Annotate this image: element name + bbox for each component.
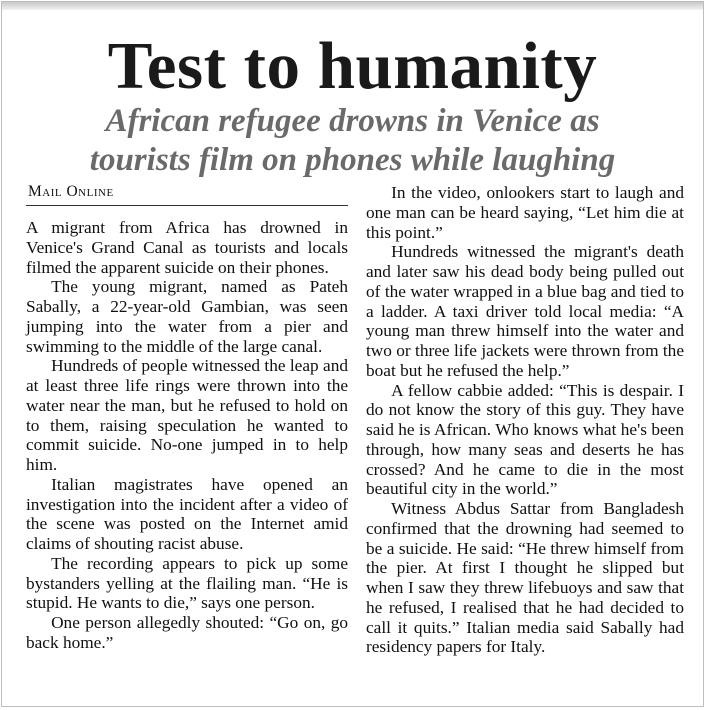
byline-rule: [26, 205, 348, 206]
paragraph: Hundreds of people witnessed the leap and at least three life rings were thrown into the water near the man, but he refused to hold on to them, raising speculation he wanted to commit suicide. No-one jumped in to help him.: [26, 356, 348, 474]
article-column-right: [366, 183, 684, 657]
byline: Mail Online: [28, 183, 114, 200]
paragraph: Hundreds witnessed the migrant's death and later saw his dead body being pulled out of the water wrapped in a blue bag and tied to a ladder. A taxi driver told local media: “A young man threw himself into the water and two or three life jackets were thrown from the boat but he refused the help.”: [366, 242, 684, 380]
subheadline-line-1: African refugee drowns in Venice as: [105, 103, 600, 139]
paragraph: Italian magistrates have opened an investigation into the incident after a video of the scene was posted on the Internet amid claims of shouting racist abuse.: [26, 474, 348, 553]
paragraph: The recording appears to pick up some bystanders yelling at the flailing man. “He is stupid. He wants to die,” says one person.: [26, 553, 348, 613]
top-rule: [2, 2, 703, 10]
headline: Test to humanity: [107, 29, 598, 103]
paragraph: In the video, onlookers start to laugh and one man can be heard saying, “Let him die at this point.”: [366, 183, 684, 242]
paragraph: The young migrant, named as Pateh Sabally, a 22-year-old Gambian, was seen jumping into the water from a pier and swimming to the middle of the large canal.: [26, 277, 348, 356]
article-column-left: [26, 218, 348, 653]
subheadline: [2, 102, 703, 180]
paragraph: Witness Abdus Sattar from Bangladesh confirmed that the drowning had seemed to be a suicide. He said: “He threw himself from the pier. At first I thought he slipped but when I saw they threw lifebuoys and saw that he refused, I realised that he had decided to call it quits.” Italian media said Sabally had residency papers for Italy.: [366, 499, 684, 657]
paragraph: A fellow cabbie added: “This is despair. I do not know the story of this guy. They have said he is African. Who knows what he's been through, how many seas and deserts he has crossed? And he came to die in the most beautiful city in the world.”: [366, 380, 684, 499]
subheadline-line-2: tourists film on phones while laughing: [89, 142, 616, 178]
paragraph: One person allegedly shouted: “Go on, go back home.”: [26, 613, 348, 652]
newspaper-clipping: [1, 1, 704, 707]
paragraph: A migrant from Africa has drowned in Venice's Grand Canal as tourists and locals filmed the apparent suicide on their phones.: [26, 218, 348, 277]
